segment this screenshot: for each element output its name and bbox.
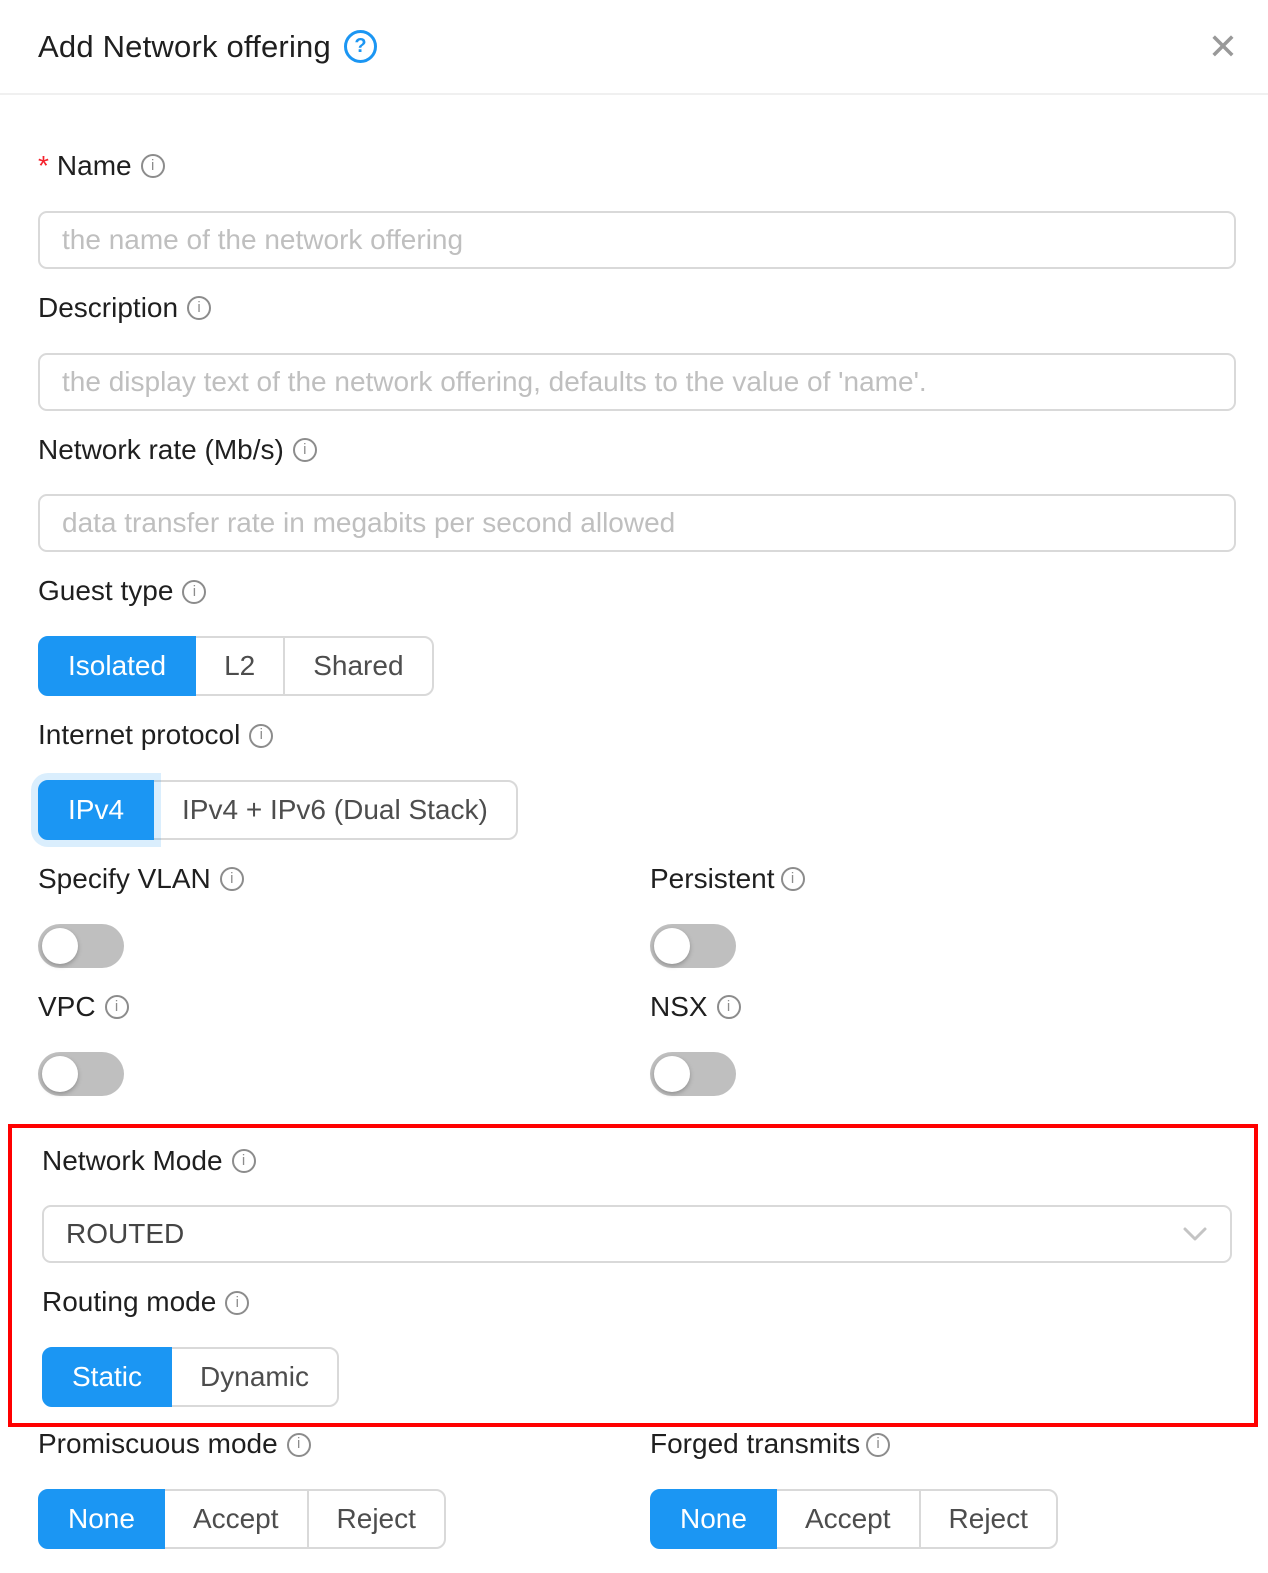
vpc-label-text: VPC [38, 990, 96, 1022]
description-input[interactable] [38, 353, 1236, 411]
promiscuous-mode-option-none[interactable]: None [38, 1489, 165, 1549]
info-icon[interactable]: i [220, 867, 244, 891]
vpc-toggle[interactable] [38, 1052, 124, 1096]
info-icon[interactable]: i [249, 724, 273, 748]
network-mode-label-text: Network Mode [42, 1144, 223, 1176]
info-icon[interactable]: i [293, 438, 317, 462]
network-mode-label [42, 1146, 1232, 1177]
form-item-forged-transmits [650, 1429, 1236, 1549]
modal-body [0, 95, 1268, 1573]
modal-header [0, 0, 1268, 95]
routing-mode-label-text: Routing mode [42, 1286, 217, 1318]
info-icon[interactable]: i [232, 1149, 256, 1173]
help-circle-icon[interactable]: ? [344, 30, 377, 63]
name-label-text: Name [56, 150, 132, 181]
persistent-toggle[interactable] [650, 924, 736, 968]
forged-transmits-option-none[interactable]: None [650, 1489, 777, 1549]
form-item-description [38, 293, 1236, 411]
specify-vlan-label-text: Specify VLAN [38, 862, 211, 894]
routing-mode-option-static[interactable]: Static [42, 1347, 172, 1407]
description-label [38, 293, 1236, 324]
annotation-highlight-box [8, 1124, 1258, 1428]
modal-title: Add Network offering [38, 28, 331, 64]
promiscuous-mode-label [38, 1429, 650, 1460]
name-label [38, 151, 1236, 182]
form-item-routing-mode [42, 1287, 1232, 1407]
guest-type-option-shared[interactable]: Shared [283, 636, 433, 696]
form-item-network-rate [38, 435, 1236, 553]
form-item-specify-vlan [38, 864, 650, 968]
internet-protocol-option-ipv4[interactable]: IPv4 [38, 780, 154, 840]
info-icon[interactable]: i [182, 580, 206, 604]
form-item-vpc [38, 992, 650, 1096]
description-label-text: Description [38, 291, 179, 323]
guest-type-segmented [38, 636, 434, 696]
info-icon[interactable]: i [105, 995, 129, 1019]
nsx-toggle[interactable] [650, 1052, 736, 1096]
name-input[interactable] [38, 211, 1236, 269]
form-item-promiscuous-mode [38, 1429, 650, 1549]
network-rate-label [38, 435, 1236, 466]
network-rate-input[interactable] [38, 494, 1236, 552]
specify-vlan-toggle[interactable] [38, 924, 124, 968]
guest-type-label-text: Guest type [38, 575, 174, 607]
info-icon[interactable]: i [225, 1291, 249, 1315]
routing-mode-segmented [42, 1347, 339, 1407]
required-asterisk: * [38, 150, 49, 181]
form-item-guest-type [38, 576, 1236, 696]
vpc-label [38, 992, 650, 1023]
network-mode-select[interactable] [42, 1205, 1232, 1263]
guest-type-option-isolated[interactable]: Isolated [38, 636, 196, 696]
close-icon[interactable]: ✕ [1207, 25, 1238, 67]
forged-transmits-label-text: Forged transmits [650, 1428, 861, 1460]
chevron-down-icon [1182, 1225, 1208, 1243]
specify-vlan-label [38, 864, 650, 895]
internet-protocol-label [38, 720, 1236, 751]
persistent-label-text: Persistent [650, 862, 775, 894]
forged-transmits-option-reject[interactable]: Reject [919, 1489, 1058, 1549]
guest-type-label [38, 576, 1236, 607]
guest-type-option-l2[interactable]: L2 [194, 636, 285, 696]
network-mode-value: ROUTED [66, 1218, 185, 1250]
nsx-label-text: NSX [650, 990, 708, 1022]
promiscuous-mode-segmented [38, 1489, 446, 1549]
info-icon[interactable]: i [717, 995, 741, 1019]
promiscuous-mode-label-text: Promiscuous mode [38, 1428, 278, 1460]
routing-mode-option-dynamic[interactable]: Dynamic [170, 1347, 339, 1407]
routing-mode-label [42, 1287, 1232, 1318]
form-item-name [38, 151, 1236, 269]
nsx-label [650, 992, 1236, 1023]
promiscuous-mode-option-accept[interactable]: Accept [163, 1489, 309, 1549]
form-item-persistent [650, 864, 1236, 968]
info-icon[interactable]: i [866, 1433, 890, 1457]
promiscuous-mode-option-reject[interactable]: Reject [307, 1489, 446, 1549]
persistent-label [650, 864, 1236, 895]
forged-transmits-label [650, 1429, 1236, 1460]
forged-transmits-option-accept[interactable]: Accept [775, 1489, 921, 1549]
internet-protocol-option-dualstack[interactable]: IPv4 + IPv6 (Dual Stack) [152, 780, 518, 840]
internet-protocol-segmented [38, 780, 518, 840]
form-item-internet-protocol [38, 720, 1236, 840]
row-promiscuous-forged [38, 1429, 1236, 1573]
info-icon[interactable]: i [141, 154, 165, 178]
form-item-nsx [650, 992, 1236, 1096]
form-item-network-mode [42, 1146, 1232, 1264]
row-vpc-nsx [38, 992, 1236, 1120]
info-icon[interactable]: i [187, 296, 211, 320]
info-icon[interactable]: i [781, 867, 805, 891]
forged-transmits-segmented [650, 1489, 1058, 1549]
network-rate-label-text: Network rate (Mb/s) [38, 433, 284, 465]
internet-protocol-label-text: Internet protocol [38, 719, 241, 751]
info-icon[interactable]: i [287, 1433, 311, 1457]
row-vlan-persistent [38, 864, 1236, 992]
